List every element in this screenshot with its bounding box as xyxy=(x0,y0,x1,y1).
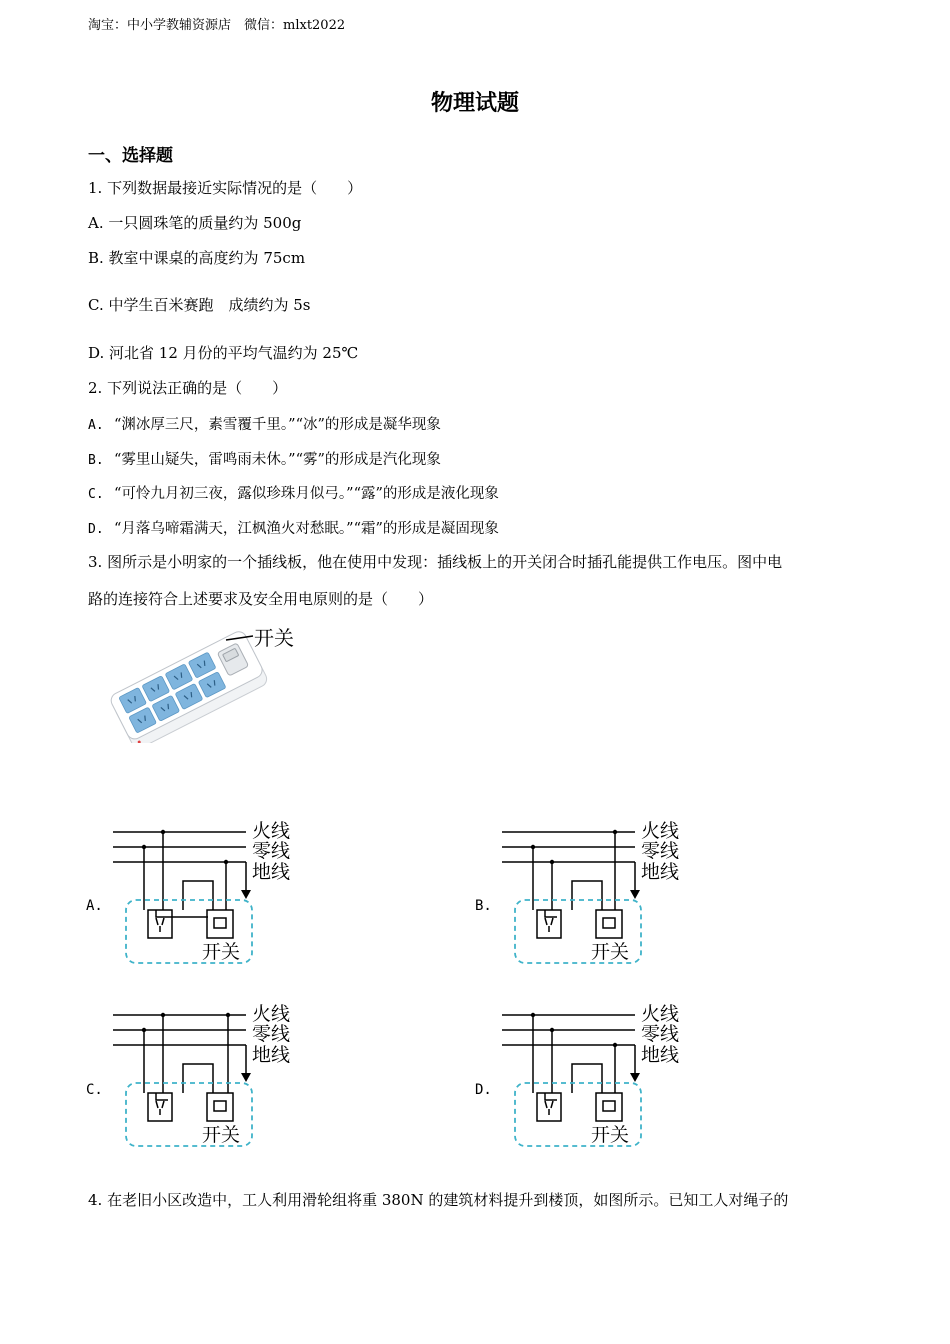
wire-neutral-label: 零线 xyxy=(641,1023,680,1045)
page-header: 淘宝：中小学教辅资源店 微信：mlxt2022 xyxy=(88,18,346,33)
q2-option-b-text: “雾里山疑失，雷鸣雨未休。”“雾”的形成是汽化现象 xyxy=(114,452,441,468)
switch-label: 开关 xyxy=(202,1124,241,1146)
power-strip-image xyxy=(108,618,308,743)
q4-stem: 4. 在老旧小区改造中，工人利用滑轮组将重 380N 的建筑材料提升到楼顶，如图所示。已知工人对绳子的 xyxy=(88,1191,789,1209)
q2-option-a-label: A. xyxy=(88,418,104,433)
q2-option-d-text: “月落乌啼霜满天，江枫渔火对愁眠。”“霜”的形成是凝固现象 xyxy=(114,521,499,537)
q3-option-a-circuit xyxy=(108,815,308,970)
page-title: 物理试题 xyxy=(430,91,519,116)
q3-option-b-circuit xyxy=(497,815,697,970)
wire-live-label: 火线 xyxy=(252,1003,291,1025)
q1-option-b: B. 教室中课桌的高度约为 75cm xyxy=(88,249,306,267)
wire-live-label: 火线 xyxy=(252,820,291,842)
q2-option-d-label: D. xyxy=(88,522,104,537)
q2-stem: 2. 下列说法正确的是（ ） xyxy=(88,379,288,397)
wire-live-label: 火线 xyxy=(641,820,680,842)
wire-ground-label: 地线 xyxy=(252,861,291,883)
wire-neutral-label: 零线 xyxy=(641,840,680,862)
switch-callout-label: 开关 xyxy=(254,626,294,650)
q1-option-c: C. 中学生百米赛跑 成绩约为 5s xyxy=(88,296,311,314)
q1-stem: 1. 下列数据最接近实际情况的是（ ） xyxy=(88,179,363,197)
q2-option-a-text: “渊冰厚三尺，素雪覆千里。”“冰”的形成是凝华现象 xyxy=(114,417,441,433)
wire-neutral-label: 零线 xyxy=(252,840,291,862)
q2-option-c-label: C. xyxy=(88,487,104,502)
q3-option-c-circuit xyxy=(108,998,308,1153)
switch-label: 开关 xyxy=(591,941,630,963)
q1-option-d: D. 河北省 12 月份的平均气温约为 25℃ xyxy=(88,344,359,362)
wire-live-label: 火线 xyxy=(641,1003,680,1025)
switch-label: 开关 xyxy=(202,941,241,963)
q3-option-a-label: A. xyxy=(86,898,103,914)
switch-label: 开关 xyxy=(591,1124,630,1146)
q3-option-c-label: C. xyxy=(86,1082,103,1098)
q3-stem-line1: 3. 图所示是小明家的一个插线板，他在使用中发现：插线板上的开关闭合时插孔能提供工作电压。图中电 xyxy=(88,553,783,571)
wire-ground-label: 地线 xyxy=(641,1044,680,1066)
q3-stem-line2: 路的连接符合上述要求及安全用电原则的是（ ） xyxy=(88,590,434,608)
wire-ground-label: 地线 xyxy=(641,861,680,883)
q2-option-a xyxy=(88,413,441,434)
q2-option-b-label: B. xyxy=(88,453,104,468)
q3-option-d-label: D. xyxy=(475,1082,492,1098)
q3-option-b-label: B. xyxy=(475,898,492,914)
section-heading: 一、选择题 xyxy=(88,146,173,166)
q1-option-a: A. 一只圆珠笔的质量约为 500g xyxy=(88,214,302,232)
q3-option-d-circuit xyxy=(497,998,697,1153)
q2-option-c xyxy=(88,482,499,503)
wire-neutral-label: 零线 xyxy=(252,1023,291,1045)
q2-option-b xyxy=(88,448,441,469)
q2-option-c-text: “可怜九月初三夜，露似珍珠月似弓。”“露”的形成是液化现象 xyxy=(114,486,499,502)
wire-ground-label: 地线 xyxy=(252,1044,291,1066)
q2-option-d xyxy=(88,517,499,538)
